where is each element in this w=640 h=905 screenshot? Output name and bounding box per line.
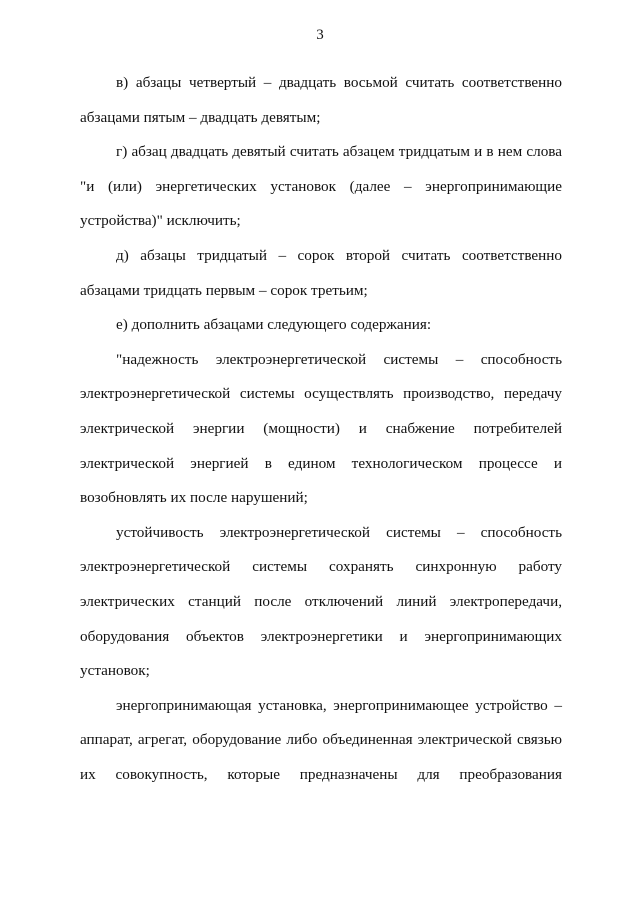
definition-power-receiving-installation: энергопринимающая установка, энергопринимающее устройство – аппарат, агрегат, оборудование либо объединенная электрической связью их совокупность, которые предназначены для преобразования: [80, 696, 562, 783]
paragraph-v: в) абзацы четвертый – двадцать восьмой считать соответственно абзацами пятым – двадцать девятым;: [80, 74, 562, 126]
page-number: 3: [316, 27, 324, 43]
paragraph-g: г) абзац двадцать девятый считать абзацем тридцатым и в нем слова "и (или) энергетических установок (далее – энергопринимающие устройства)" исключить;: [80, 143, 562, 230]
document-body: [80, 66, 562, 792]
definition-reliability: "надежность электроэнергетической системы – способность электроэнергетической системы осуществлять производство, передачу электрической энергии (мощности) и снабжение потребителей электрической энергией в едином технологическом процессе и возобновлять их после нарушений;: [80, 350, 562, 507]
definition-stability: устойчивость электроэнергетической системы – способность электроэнергетической системы сохранять синхронную работу электрических станций после отключений линий электропередачи, оборудования объектов электроэнергетики и энергопринимающих установок;: [80, 523, 562, 680]
paragraph-d: д) абзацы тридцатый – сорок второй считать соответственно абзацами тридцать первым – сорок третьим;: [80, 246, 562, 299]
paragraph-e: е) дополнить абзацами следующего содержания:: [116, 316, 432, 334]
